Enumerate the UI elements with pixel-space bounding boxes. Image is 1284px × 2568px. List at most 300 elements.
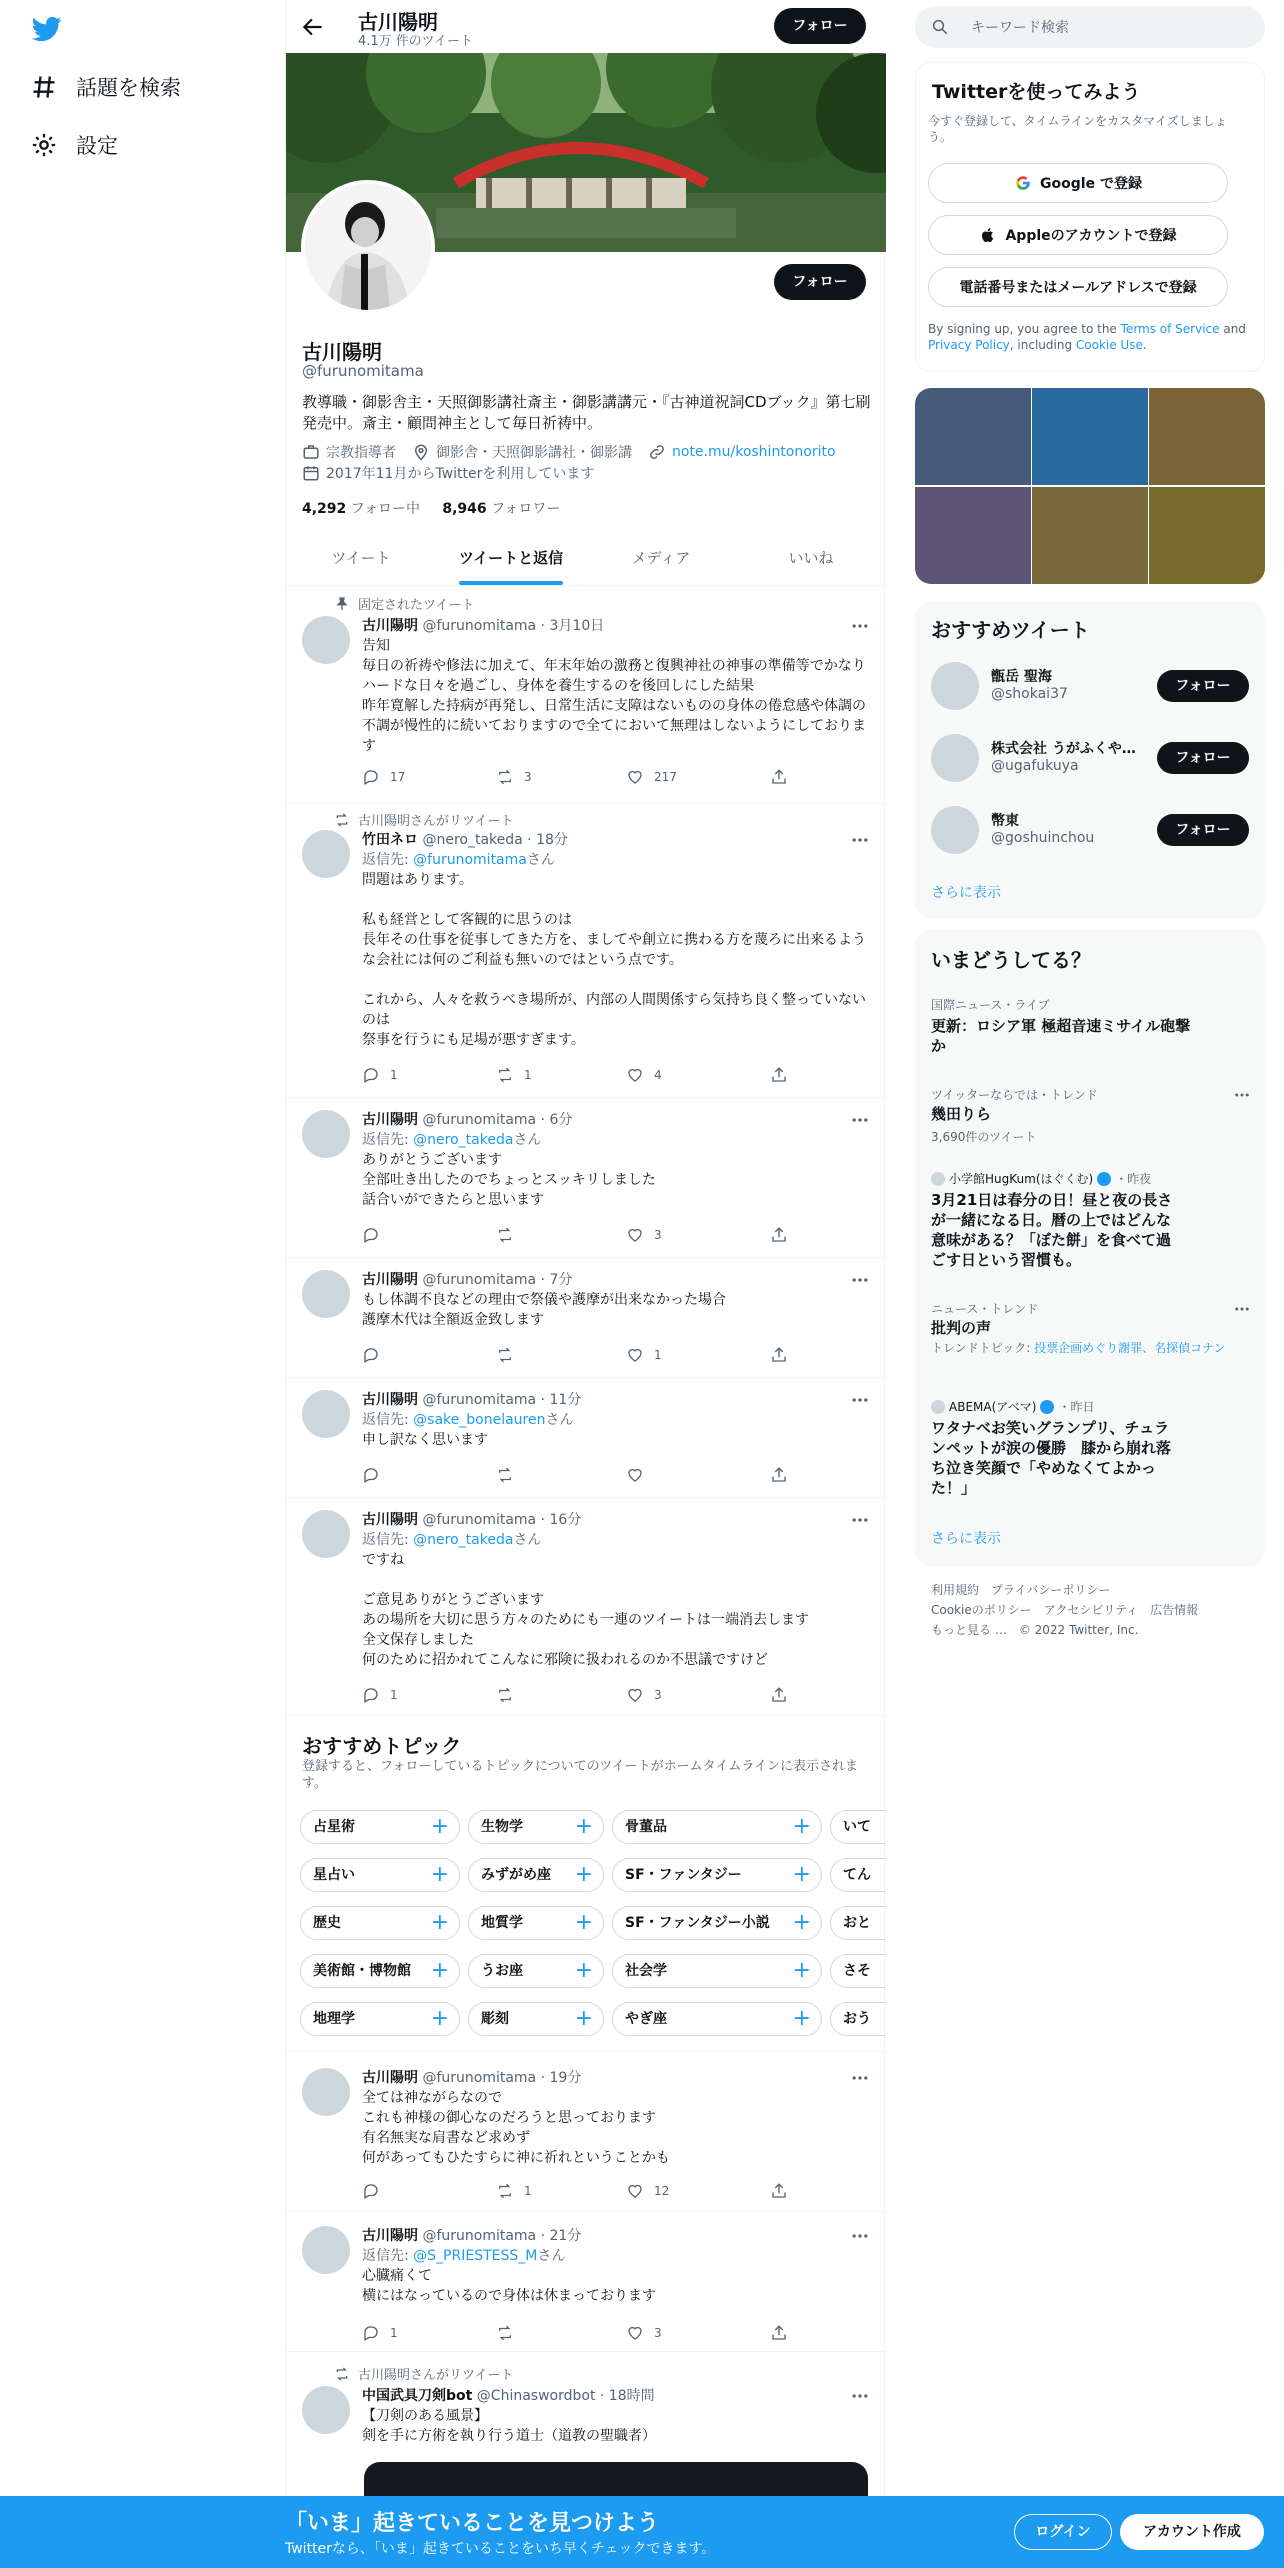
show-more-link[interactable]: さらに表示 [931, 1531, 1001, 1547]
retweet-count: 3 [524, 770, 532, 784]
tweet-text: 全ては神ながらなので これも神様の御心なのだろうと思っております 有名無実な肩書など求めず 何があってもひたすらに神に祈れということかも [362, 2090, 670, 2166]
reply-button[interactable] [362, 1066, 398, 1084]
reply-icon [362, 1466, 380, 1484]
avatar[interactable] [931, 662, 979, 710]
media-thumbnail[interactable] [1149, 487, 1265, 584]
profile-location: 御影舎・天照御影講社・御影講 [436, 445, 632, 461]
reply-button[interactable] [362, 2182, 390, 2200]
nav-explore-label: 話題を検索 [76, 76, 181, 100]
retweet-icon [496, 1226, 514, 1244]
signup-banner [0, 2496, 1284, 2568]
privacy-link[interactable]: Privacy Policy [928, 338, 1010, 352]
reply-to-handle[interactable]: @sake_bonelauren [413, 1412, 546, 1428]
follow-button[interactable]: フォロー [1157, 742, 1249, 774]
header-follow-button[interactable]: フォロー [774, 8, 866, 44]
tweet-actions [362, 1346, 802, 1368]
tweet-actions [362, 768, 802, 790]
tweet-item[interactable] [286, 804, 886, 1098]
more-dots-icon[interactable] [1233, 1086, 1251, 1104]
media-grid[interactable] [915, 388, 1265, 584]
avatar[interactable] [302, 830, 350, 878]
follow-button[interactable]: フォロー [1157, 814, 1249, 846]
reply-suffix: さん [545, 1412, 574, 1428]
trend-title: ワタナベお笑いグランプリ、チュランペットが涙の優勝 膝から崩れ落ち泣き笑顔で「やめなくてよかった！」 [931, 1419, 1172, 1497]
search-placeholder: キーワード検索 [971, 20, 1069, 36]
topic-label: 社会学 [625, 1963, 667, 1979]
avatar[interactable] [302, 1510, 350, 1558]
phone-signup-button[interactable] [928, 267, 1228, 307]
reply-to [362, 1410, 867, 1430]
like-count: 1 [654, 1348, 662, 1362]
following-count: 4,292 [302, 501, 347, 517]
like-button[interactable] [626, 2324, 662, 2342]
tweet-body [362, 2386, 867, 2446]
tweet-time[interactable]: 11分 [549, 1392, 582, 1408]
retweet-button[interactable] [496, 1686, 524, 1704]
topic-chip[interactable] [468, 1954, 604, 1988]
rec-name: 甑岳 聖海 [991, 669, 1052, 685]
avatar[interactable] [302, 616, 350, 664]
topic-label: いて [843, 1819, 871, 1835]
like-button[interactable] [626, 1686, 662, 1704]
tweet-author[interactable]: 竹田ネロ [362, 832, 418, 848]
topic-chip[interactable] [300, 1810, 460, 1844]
plus-icon: + [792, 1862, 811, 1887]
terms-and: and [1219, 322, 1246, 336]
topic-label: 生物学 [481, 1819, 523, 1835]
trend-meta: ツイッターならでは・トレンド [931, 1088, 1098, 1102]
tweet-actions [362, 2324, 802, 2346]
plus-icon: + [430, 1910, 449, 1935]
tweet-text: 問題はあります。 私も経営として客観的に思うのは 長年その仕事を従事してきた方を、ましてや創立に携わる方を蔑ろに出来るような会社には何のご利益も無いのではという点です。 これから、人々を救うべき場所が、内部の人間関係すら気持ち良く整っていないのは 祭事を行うにも足場が悪すぎます。 [362, 872, 866, 1048]
heart-icon [626, 1226, 644, 1244]
tweet-body [362, 2068, 867, 2168]
recommended-card [915, 602, 1265, 918]
tab-media[interactable]: メディア [631, 549, 691, 567]
plus-icon: + [430, 1862, 449, 1887]
like-count: 217 [654, 770, 677, 784]
topic-label: てん [843, 1867, 871, 1883]
topic-chip[interactable] [830, 1810, 886, 1844]
topic-label: 地質学 [481, 1915, 523, 1931]
apple-signup-label: Appleのアカウントで登録 [1005, 228, 1177, 244]
tweet-time[interactable]: 19分 [549, 2070, 582, 2086]
header-name: 古川陽明 [358, 10, 438, 34]
retweet-count: 1 [524, 1068, 532, 1082]
banner-title: 「いま」起きていることを見つけよう [285, 2511, 660, 2536]
terms-pre: By signing up, you agree to the [928, 322, 1121, 336]
tweet-item[interactable] [286, 1378, 886, 1498]
tweet-actions [362, 1226, 802, 1248]
retweet-button[interactable] [496, 2324, 524, 2342]
profile-joined: 2017年11月からTwitterを利用しています [326, 466, 595, 482]
profile-handle: @furunomitama [302, 362, 424, 380]
banner-subtitle: Twitterなら、「いま」起きていることをいち早くチェックできます。 [285, 2541, 716, 2557]
reply-prefix: 返信先: [362, 1132, 414, 1148]
avatar[interactable] [931, 806, 979, 854]
tweet-text: ですね ご意見ありがとうございます あの場所を大切に思う方々のためにも一連のツイートは一端消去します 全文保存しました 何のために招かれてこんなに邪険に扱われるのか不思議ですけど [362, 1552, 810, 1668]
trend-meta [931, 1398, 1095, 1415]
tweet-item[interactable] [286, 2352, 886, 2496]
tweet-text: 心臓痛くて 横にはなっているので身体は休まっております [362, 2268, 656, 2304]
tweet-item[interactable] [286, 2212, 886, 2352]
avatar [931, 1172, 945, 1186]
apple-icon [979, 226, 997, 244]
tweet-text: ありがとうございます 全部吐き出したのでちょっとスッキリしました 話合いができたらと思います [362, 1152, 656, 1208]
tweet-header: 古川陽明 @furunomitama · 16分 [362, 1512, 582, 1528]
reply-count: 17 [390, 770, 406, 784]
share-icon [770, 1346, 788, 1364]
media-thumbnail[interactable] [1032, 388, 1148, 485]
calendar-icon [302, 464, 320, 482]
topic-chip[interactable] [300, 1906, 460, 1940]
tweet-body [362, 616, 867, 756]
plus-icon: + [430, 1958, 449, 1983]
topic-chip[interactable] [830, 1858, 886, 1892]
terms-text [928, 321, 1248, 353]
header-tweet-count: 4.1万 件のツイート [358, 34, 473, 49]
like-button[interactable] [626, 1346, 662, 1364]
topic-label: 美術館・博物館 [313, 1963, 411, 1979]
twitter-logo-icon[interactable] [30, 14, 64, 44]
media-thumbnail[interactable] [1149, 388, 1265, 485]
share-icon [770, 1066, 788, 1084]
google-icon [1014, 174, 1032, 192]
reply-button[interactable] [362, 1226, 390, 1244]
topic-chip[interactable] [300, 2002, 460, 2036]
tweet-time[interactable]: 18時間 [608, 2388, 655, 2404]
share-icon [770, 2182, 788, 2200]
tweet-handle: @furunomitama [422, 618, 537, 634]
like-button[interactable] [626, 2182, 669, 2200]
tweet-author[interactable]: 古川陽明 [362, 2070, 418, 2086]
tweet-time[interactable]: 16分 [549, 1512, 582, 1528]
profile-tabs [286, 530, 886, 586]
topic-chip[interactable] [468, 1810, 604, 1844]
signup-button[interactable]: アカウント作成 [1120, 2514, 1264, 2550]
topic-label: さそ [843, 1963, 871, 1979]
plus-icon: + [792, 1958, 811, 1983]
briefcase-icon [302, 443, 320, 461]
trend-topic-label: トレンドトピック: [931, 1341, 1035, 1355]
google-signup-label: Google で登録 [1040, 176, 1142, 192]
followers-link[interactable] [442, 501, 560, 517]
reply-to-handle[interactable]: @nero_takeda [413, 1132, 514, 1148]
tab-tweets-and-replies[interactable]: ツイートと返信 [436, 530, 586, 585]
topic-chip[interactable] [830, 1954, 886, 1988]
share-button[interactable] [770, 1346, 788, 1364]
retweet-indicator [334, 2364, 513, 2383]
share-button[interactable] [770, 768, 788, 786]
tweet-author[interactable]: 古川陽明 [362, 1112, 418, 1128]
share-icon [770, 1686, 788, 1704]
tweet-time[interactable]: 6分 [549, 1112, 573, 1128]
tweet-item[interactable] [286, 1258, 886, 1378]
like-count: 3 [654, 1688, 662, 1702]
topic-chip[interactable] [300, 1954, 460, 1988]
topic-label: うお座 [481, 1963, 523, 1979]
topics-subtitle: 登録すると、フォローしているトピックについてのツイートがホームタイムラインに表示されます。 [302, 1759, 859, 1791]
tweet-body [362, 2226, 867, 2306]
login-button[interactable]: ログイン [1014, 2514, 1112, 2550]
reply-icon [362, 1226, 380, 1244]
signup-title: Twitterを使ってみよう [932, 81, 1141, 103]
footer-links[interactable]: 利用規約 プライバシーポリシー Cookieのポリシー アクセシビリティ 広告情報 もっと見る … © 2022 Twitter, Inc. [931, 1583, 1199, 1637]
plus-icon: + [430, 1814, 449, 1839]
topic-chip[interactable] [830, 2002, 886, 2036]
topic-label: おと [843, 1915, 871, 1931]
topic-label: 占星術 [313, 1819, 355, 1835]
avatar[interactable] [931, 734, 979, 782]
trends-card [915, 930, 1265, 1566]
trend-meta [931, 1170, 1151, 1187]
reply-prefix: 返信先: [362, 1532, 414, 1548]
avatar[interactable] [302, 1270, 350, 1318]
retweet-button[interactable] [496, 1226, 524, 1244]
plus-icon: + [574, 1910, 593, 1935]
tweet-item[interactable] [286, 1498, 886, 1716]
nav-settings-label: 設定 [76, 134, 118, 158]
reply-to [362, 2246, 867, 2266]
media-thumbnail[interactable] [915, 487, 1031, 584]
avatar[interactable] [302, 1110, 350, 1158]
tweet-author[interactable]: 中国武具刀剣bot [362, 2388, 473, 2404]
retweet-indicator [334, 810, 513, 829]
reply-suffix: さん [526, 852, 555, 868]
media-thumbnail[interactable] [1032, 487, 1148, 584]
retweet-icon [496, 1066, 514, 1084]
retweet-button[interactable] [496, 1066, 532, 1084]
topic-chip[interactable] [612, 1858, 822, 1892]
hashtag-icon [30, 73, 58, 101]
tweet-text: 告知 毎日の祈祷や修法に加えて、年末年始の激務と復興神社の神事の準備等でかなりハードな日々を過ごし、身体を養生するのを後回しにした結果 昨年寛解した持病が再発し、日常生活に支障はないものの身体の倦怠感や体調の不調が慢性的に続いておりますので全てにおいて無理はしないようにしております [362, 638, 866, 754]
back-arrow-icon[interactable] [300, 14, 326, 40]
retweet-button[interactable] [496, 1346, 524, 1364]
like-button[interactable] [626, 1066, 662, 1084]
topic-label: SF・ファンタジー [625, 1867, 742, 1883]
plus-icon: + [574, 2006, 593, 2031]
topic-chip[interactable] [612, 2002, 822, 2036]
topic-chip[interactable] [468, 1858, 604, 1892]
show-more-link[interactable]: さらに表示 [931, 885, 1001, 901]
tab-likes[interactable]: いいね [788, 549, 834, 567]
topic-label: 歴史 [313, 1915, 341, 1931]
tweet-actions [362, 1686, 802, 1708]
share-button[interactable] [770, 1686, 788, 1704]
plus-icon: + [792, 1910, 811, 1935]
reply-button[interactable] [362, 2324, 398, 2342]
reply-to-handle[interactable]: @S_PRIESTESS_M [413, 2248, 538, 2264]
retweet-button[interactable] [496, 768, 532, 786]
reply-button[interactable] [362, 768, 405, 786]
retweet-icon [496, 768, 514, 786]
plus-icon: + [792, 2006, 811, 2031]
following-link[interactable] [302, 501, 420, 517]
like-button[interactable] [626, 768, 677, 786]
gear-icon [30, 131, 58, 159]
like-button[interactable] [626, 1466, 654, 1484]
follow-button[interactable]: フォロー [1157, 670, 1249, 702]
tweet-item[interactable] [286, 586, 886, 804]
reply-count: 1 [390, 2326, 398, 2340]
reply-icon [362, 1686, 380, 1704]
like-count: 3 [654, 2326, 662, 2340]
rec-handle: @ugafukuya [991, 758, 1079, 774]
avatar[interactable] [302, 2068, 350, 2116]
trend-title: 批判の声 [931, 1319, 992, 1337]
tweet-text: 申し訳なく思います [362, 1432, 488, 1448]
tweet-item[interactable] [286, 2052, 886, 2212]
topic-chip[interactable] [830, 1906, 886, 1940]
tweet-handle: @nero_takeda [422, 832, 523, 848]
reply-count: 1 [390, 1068, 398, 1082]
verified-badge-icon [1040, 1400, 1054, 1414]
avatar [931, 1400, 945, 1414]
tweet-time[interactable]: 7分 [549, 1272, 573, 1288]
trend-topic-link[interactable]: 投票企画めぐり謝罪、名探偵コナン [1034, 1341, 1226, 1355]
profile-url[interactable]: note.mu/koshintonorito [672, 444, 836, 460]
trend-title: 更新：ロシア軍 極超音速ミサイル砲撃か [931, 1017, 1191, 1055]
tweet-handle: @furunomitama [422, 1112, 537, 1128]
heart-icon [626, 1346, 644, 1364]
topic-label: 骨董品 [625, 1819, 667, 1835]
reply-to [362, 850, 867, 870]
tweet-header: 古川陽明 @furunomitama · 7分 [362, 1272, 573, 1288]
retweet-button[interactable] [496, 1466, 524, 1484]
tweet-handle: @furunomitama [422, 1272, 537, 1288]
tweet-author[interactable]: 古川陽明 [362, 1272, 418, 1288]
plus-icon: + [792, 1814, 811, 1839]
tweet-body [362, 1390, 867, 1450]
reply-to-handle[interactable]: @furunomitama [413, 852, 527, 868]
profile-joined-row [302, 463, 594, 483]
topic-chip[interactable] [468, 1906, 604, 1940]
retweet-icon [496, 2182, 514, 2200]
profile-category: 宗教指導者 [326, 445, 396, 461]
retweet-button[interactable] [496, 2182, 532, 2200]
tweet-time[interactable]: 18分 [536, 832, 568, 848]
profile-meta-row [302, 442, 836, 462]
heart-icon [626, 1066, 644, 1084]
plus-icon: + [574, 1814, 593, 1839]
share-icon [770, 2324, 788, 2342]
avatar[interactable] [302, 2386, 350, 2434]
heart-icon [626, 2324, 644, 2342]
search-input[interactable] [915, 6, 1265, 48]
like-button[interactable] [626, 1226, 662, 1244]
rec-handle: @goshuinchou [991, 830, 1095, 846]
avatar[interactable] [302, 1390, 350, 1438]
avatar[interactable] [302, 2226, 350, 2274]
tweet-time[interactable]: 3月10日 [549, 618, 605, 634]
reply-button[interactable] [362, 1686, 398, 1704]
topic-chip[interactable] [612, 1810, 822, 1844]
tweet-author[interactable]: 古川陽明 [362, 1512, 418, 1528]
tweet-handle: @furunomitama [422, 1392, 537, 1408]
share-button[interactable] [770, 1226, 788, 1244]
reply-to [362, 1130, 867, 1150]
heart-icon [626, 2182, 644, 2200]
topic-label: 地理学 [313, 2011, 355, 2027]
rec-handle: @shokai37 [991, 686, 1068, 702]
topic-label: みずがめ座 [481, 1867, 551, 1883]
reply-icon [362, 2182, 380, 2200]
profile-avatar[interactable] [301, 180, 435, 314]
terms-end: . [1142, 338, 1147, 352]
tweet-author[interactable]: 古川陽明 [362, 2228, 418, 2244]
tweet-author[interactable]: 古川陽明 [362, 618, 418, 634]
trend-meta: ニュース・トレンド [931, 1302, 1039, 1316]
google-signup-button[interactable] [928, 163, 1228, 203]
nav-settings[interactable] [30, 130, 118, 160]
tweet-header: 中国武具刀剣bot @Chinaswordbot · 18時間 [362, 2388, 655, 2404]
topic-chip[interactable] [612, 1954, 822, 1988]
following-label: フォロー中 [350, 501, 421, 517]
topic-label: 彫刻 [481, 2011, 509, 2027]
main-column [285, 0, 885, 2568]
topic-chip[interactable] [612, 1906, 822, 1940]
share-button[interactable] [770, 1066, 788, 1084]
reply-icon [362, 2324, 380, 2342]
like-count: 4 [654, 1068, 662, 1082]
followers-count: 8,946 [442, 501, 487, 517]
topic-chip[interactable] [300, 1858, 460, 1892]
topic-label: やぎ座 [625, 2011, 667, 2027]
tweet-handle: @Chinaswordbot [476, 2388, 596, 2404]
apple-signup-button[interactable] [928, 215, 1228, 255]
terms-including: , including [1009, 338, 1076, 352]
reply-button[interactable] [362, 1346, 390, 1364]
trend-title: 3月21日は春分の日！昼と夜の長さが一緒になる日。暦の上ではどんな意味がある？「ぼた餅」を食べて過ごす日という習慣も。 [931, 1191, 1173, 1269]
more-dots-icon[interactable] [1233, 1300, 1251, 1318]
tab-tweets[interactable]: ツイート [331, 549, 391, 567]
share-button[interactable] [770, 2324, 788, 2342]
tweet-body [362, 1110, 867, 1210]
phone-signup-label: 電話番号またはメールアドレスで登録 [959, 280, 1197, 296]
tweet-header: 古川陽明 @furunomitama · 21分 [362, 2228, 582, 2244]
tweet-actions [362, 2182, 802, 2204]
tweet-time[interactable]: 21分 [549, 2228, 582, 2244]
media-thumbnail[interactable] [915, 388, 1031, 485]
tweet-author[interactable]: 古川陽明 [362, 1392, 418, 1408]
tweet-header: 古川陽明 @furunomitama · 3月10日 [362, 618, 605, 634]
plus-icon: + [574, 1862, 593, 1887]
plus-icon: + [430, 2006, 449, 2031]
reply-suffix: さん [513, 1132, 542, 1148]
tweet-body [362, 1510, 867, 1670]
share-button[interactable] [770, 2182, 788, 2200]
profile-follow-button[interactable]: フォロー [774, 264, 866, 300]
reply-to-handle[interactable]: @nero_takeda [413, 1532, 514, 1548]
topic-chip[interactable] [468, 2002, 604, 2036]
share-button[interactable] [770, 1466, 788, 1484]
reply-button[interactable] [362, 1466, 390, 1484]
reply-icon [362, 1066, 380, 1084]
trend-meta: 国際ニュース・ライブ [931, 998, 1050, 1012]
terms-link[interactable]: Terms of Service [1120, 322, 1220, 336]
tweet-item[interactable] [286, 1098, 886, 1258]
like-count: 12 [654, 2184, 670, 2198]
pin-icon [334, 596, 350, 612]
trends-title: いまどうしてる？ [931, 948, 1091, 972]
tweet-handle: @furunomitama [422, 2070, 537, 2086]
trend-count: 3,690件のツイート [931, 1130, 1037, 1144]
followers-label: フォロワー [491, 501, 561, 517]
reply-suffix: さん [537, 2248, 566, 2264]
nav-explore[interactable] [30, 72, 181, 102]
tweet-body [362, 830, 867, 1050]
cookie-link[interactable]: Cookie Use [1075, 338, 1143, 352]
